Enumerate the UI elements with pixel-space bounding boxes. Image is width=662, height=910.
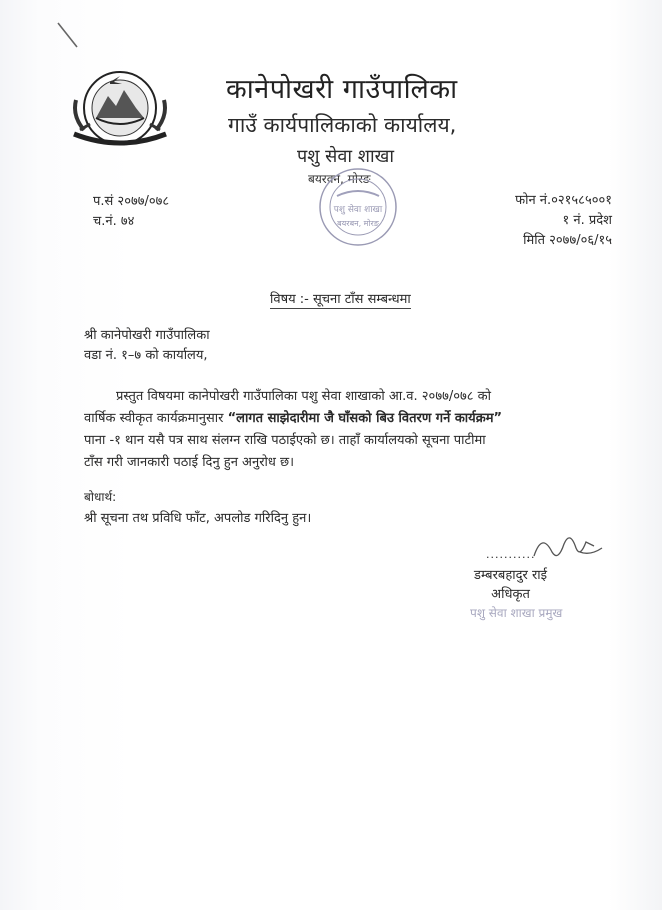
signature-dots: ........... xyxy=(486,548,536,561)
edge-scratch-mark xyxy=(55,20,81,50)
stamp-text-line2: बयरबन, मोरङ xyxy=(337,219,379,228)
province: १ नं. प्रदेश xyxy=(562,213,612,228)
signer-name: डम्बरबहादुर राई xyxy=(474,568,548,583)
handwritten-signature xyxy=(524,522,610,566)
body-line4: टाँस गरी जानकारी पठाई दिनु हुन अनुरोध छ। xyxy=(84,455,295,470)
dispatch-number: च.नं. ७४ xyxy=(93,214,135,229)
signer-block xyxy=(474,566,547,604)
recipient-line2: वडा नं. १–७ को कार्यालय, xyxy=(84,348,208,363)
office-name: कानेपोखरी गाउँपालिका xyxy=(226,74,458,105)
branch-head-stamp: पशु सेवा शाखा प्रमुख xyxy=(470,606,563,620)
body-line2-text: वार्षिक स्वीकृत कार्यक्रमानुसार xyxy=(84,411,228,426)
office-subtitle: गाउँ कार्यपालिकाको कार्यालय, xyxy=(228,113,457,137)
letter-date: मिति २०७७/०६/१५ xyxy=(523,233,612,248)
office-seal-stamp xyxy=(317,166,399,248)
cc-block xyxy=(84,486,311,530)
letter-reference-number: प.सं २०७७/०७८ xyxy=(93,194,170,209)
stamp-text-line1: पशु सेवा शाखा xyxy=(333,205,383,215)
signer-title: अधिकृत xyxy=(491,587,530,602)
recipient-line1: श्री कानेपोखरी गाउँपालिका xyxy=(84,328,210,343)
body-line2 xyxy=(84,408,604,430)
phone-number: फोन नं.०२१५८५००१ xyxy=(515,193,612,208)
body-line1: प्रस्तुत विषयमा कानेपोखरी गाउँपालिका पशु सेवा शाखाको आ.व. २०७७/०७८ को xyxy=(116,389,491,404)
contact-block xyxy=(462,191,612,251)
program-name-highlight: “लागत साझेदारीमा जै घाँसको बिउ वितरण गर्ने कार्यक्रम” xyxy=(227,411,503,426)
letter-subject: विषय :- सूचना टाँस सम्बन्धमा xyxy=(270,289,411,309)
nepal-emblem-icon xyxy=(66,60,174,152)
branch-name: पशु सेवा शाखा xyxy=(297,146,395,167)
recipient-block xyxy=(84,326,210,366)
cc-line1: श्री सूचना तथ प्रविधि फाँट, अपलोड गरिदिनु हुन। xyxy=(84,511,312,526)
body-line3: पाना -१ थान यसै पत्र साथ संलग्न राखि पठाईएको छ। ताहाँ कार्यालयको सूचना पाटीमा xyxy=(84,433,486,448)
reference-block xyxy=(93,192,169,232)
cc-label: बोधार्थ: xyxy=(84,490,117,504)
office-address: बयरवन, मोरङ xyxy=(308,172,371,186)
letter-body xyxy=(84,386,604,474)
